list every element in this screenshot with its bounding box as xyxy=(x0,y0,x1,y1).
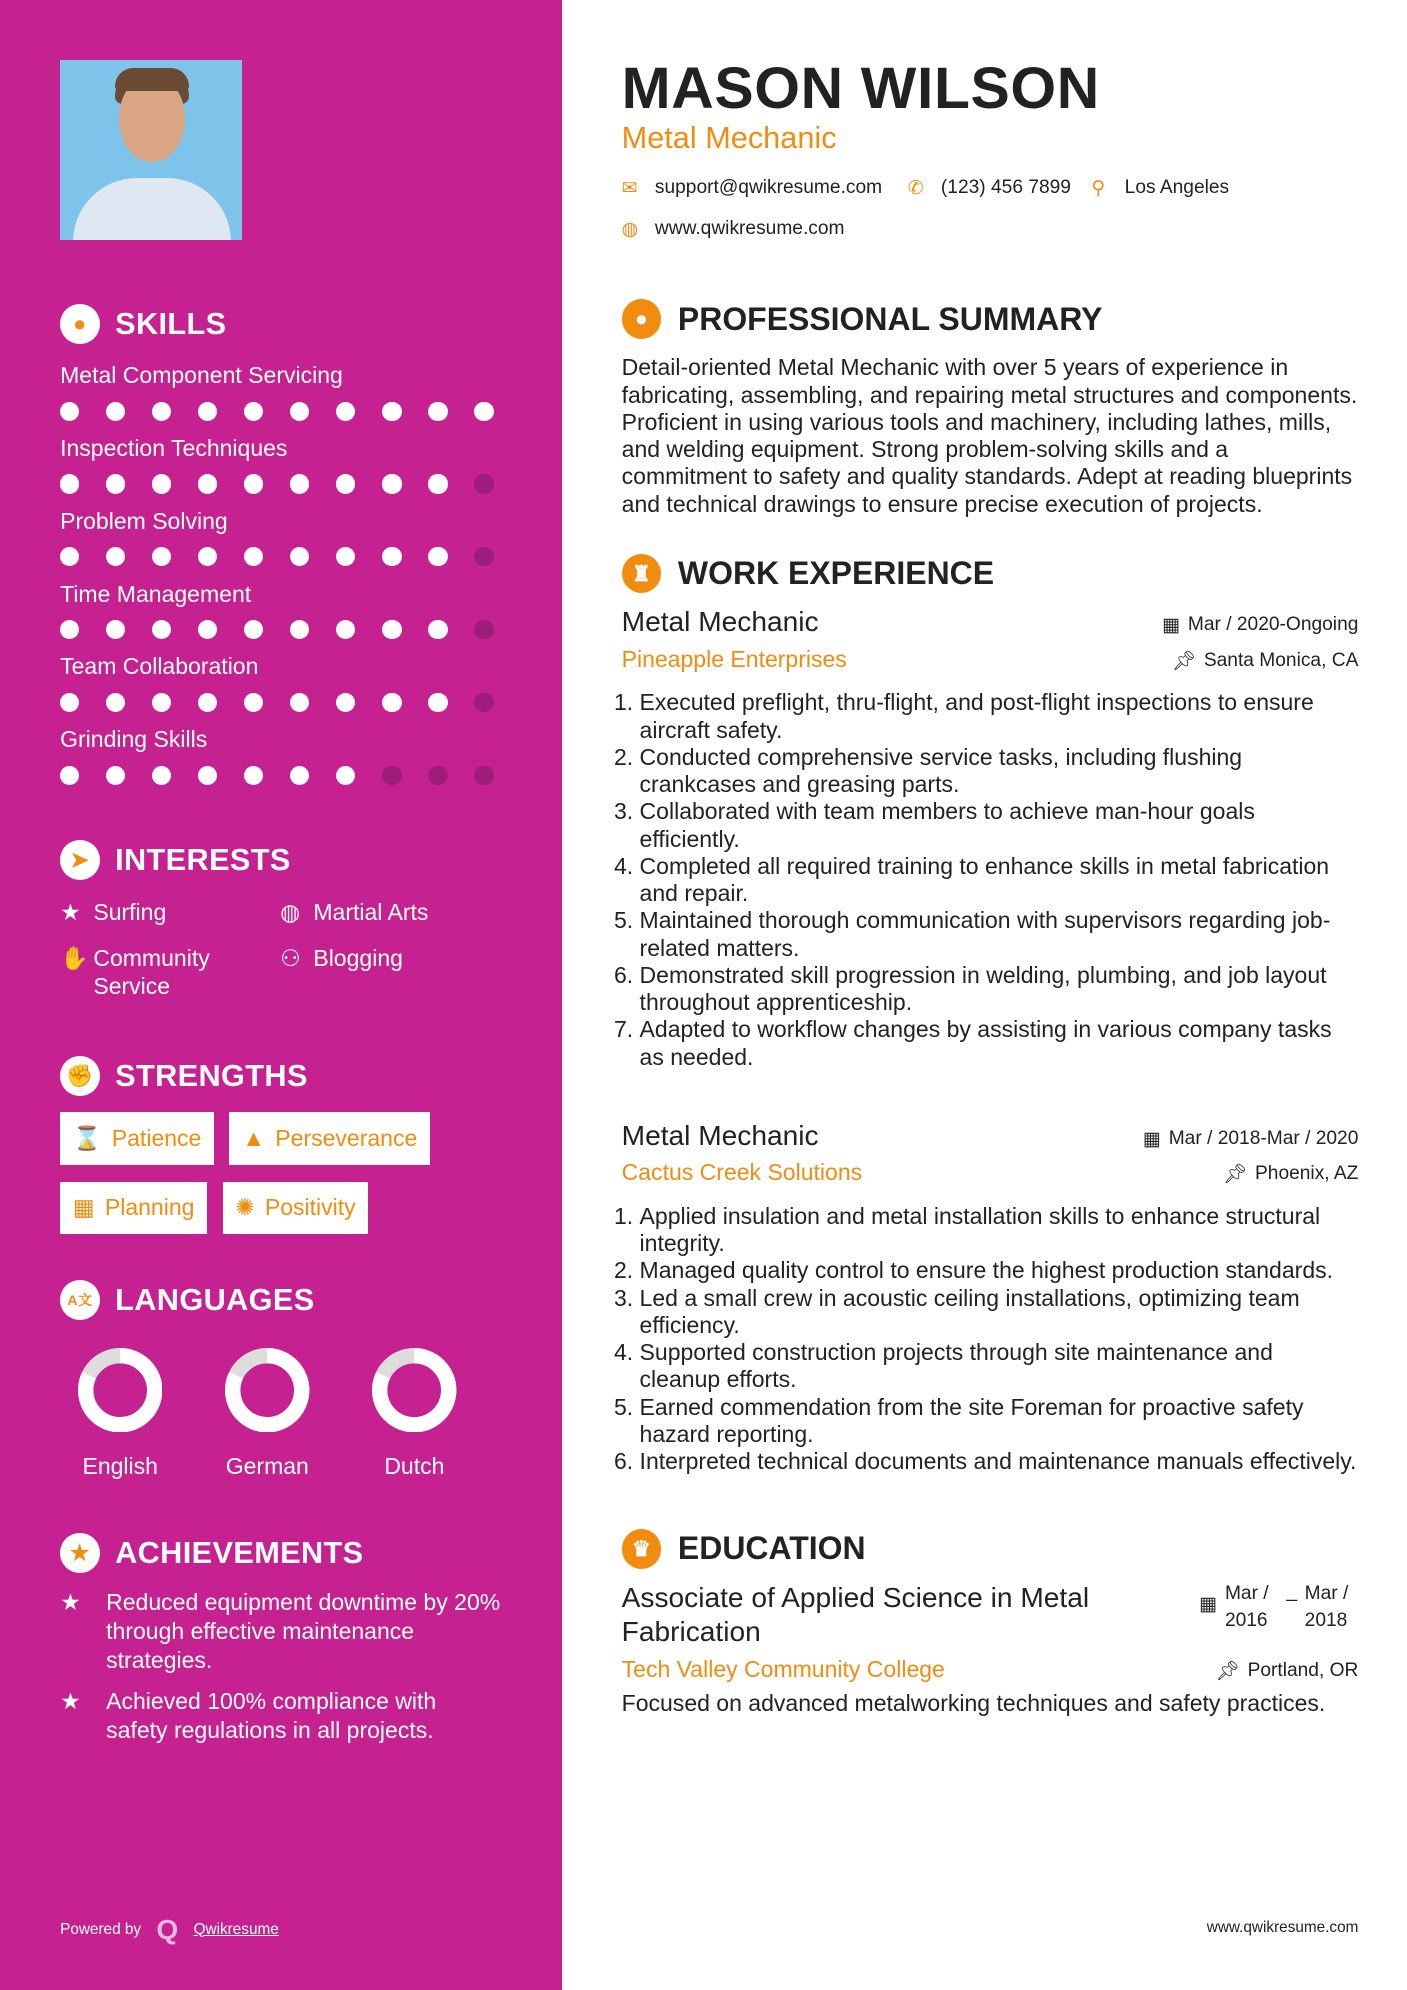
heading-text: ACHIEVEMENTS xyxy=(115,1535,364,1571)
heading-text: LANGUAGES xyxy=(115,1281,315,1317)
language-item xyxy=(372,1348,456,1480)
rating-dot xyxy=(152,402,171,421)
heading-text: INTERESTS xyxy=(115,841,291,877)
jobs-list xyxy=(622,606,1359,1475)
skill-rating xyxy=(60,474,561,494)
contact-row xyxy=(622,215,1359,243)
education-meta xyxy=(622,1656,1359,1683)
rating-dot xyxy=(60,766,79,785)
rating-dot xyxy=(198,547,217,566)
strength-label: Planning xyxy=(104,1194,195,1221)
rating-dot xyxy=(474,693,493,712)
language-item xyxy=(225,1348,309,1480)
education-location xyxy=(1216,1659,1359,1683)
location-text: Portland, OR xyxy=(1247,1659,1359,1681)
rating-dot xyxy=(106,474,125,493)
job-bullet: 1. Executed preflight, thru-flight, and post-flight inspections to ensure aircraft safety. xyxy=(640,689,1359,744)
heading-text: STRENGTHS xyxy=(115,1058,308,1093)
interest-label: Martial Arts xyxy=(313,898,429,925)
user-icon: ● xyxy=(622,299,662,339)
strengths-row xyxy=(60,1182,561,1234)
achievement-text: Achieved 100% compliance with safety regulations in all projects. xyxy=(106,1688,437,1744)
strength-chip xyxy=(223,1182,369,1234)
main-content xyxy=(622,51,1359,1717)
job-title: Metal Mechanic xyxy=(621,606,819,638)
pin-icon: 📌︎ xyxy=(1171,650,1197,672)
rating-dot xyxy=(290,547,309,566)
interest-item xyxy=(280,944,510,1000)
rating-dot xyxy=(336,693,355,712)
strength-chip xyxy=(60,1182,207,1234)
rating-dot xyxy=(244,402,263,421)
translate-icon: A文 xyxy=(60,1280,100,1320)
achievement-item xyxy=(60,1687,501,1745)
qwikresume-logo-icon: Q xyxy=(156,1913,179,1945)
rating-dot xyxy=(336,766,355,785)
rating-dot xyxy=(244,474,263,493)
job-title: Metal Mechanic xyxy=(621,1119,819,1151)
interests-list xyxy=(60,898,561,1000)
footer-website[interactable]: www.qwikresume.com xyxy=(1206,1918,1359,1936)
rating-dot xyxy=(106,693,125,712)
rating-dot xyxy=(336,620,355,639)
sun-icon: ✺ xyxy=(235,1194,255,1221)
interest-item xyxy=(280,898,510,926)
skill-label: Inspection Techniques xyxy=(60,434,288,461)
shooting-star-icon: ★ xyxy=(60,1688,81,1715)
shooting-star-icon: ★ xyxy=(60,1589,81,1616)
strength-label: Patience xyxy=(111,1125,202,1152)
users-icon: ⚇ xyxy=(280,944,301,971)
job-title: Metal Mechanic xyxy=(621,120,837,156)
strength-label: Positivity xyxy=(264,1194,356,1221)
rating-dot xyxy=(198,693,217,712)
strength-chip xyxy=(60,1112,214,1164)
interest-label: Community Service xyxy=(93,944,210,999)
job-location: Santa Monica, CA xyxy=(1203,649,1359,671)
job-entry xyxy=(622,1120,1359,1476)
job-bullet: 3. Collaborated with team members to achieve man-hour goals efficiently. xyxy=(640,798,1359,853)
education-entry xyxy=(622,1581,1359,1648)
company: Cactus Creek Solutions xyxy=(621,1159,863,1186)
strength-label: Perseverance xyxy=(275,1125,418,1152)
lightbulb-icon: ● xyxy=(60,304,100,344)
rating-dot xyxy=(428,547,447,566)
achievement-text: Reduced equipment downtime by 20% through effective maintenance strategies. xyxy=(106,1589,501,1673)
rating-dot xyxy=(474,547,493,566)
calendar-icon: ▦ xyxy=(1142,1128,1162,1150)
job-dates: Mar / 2018-Mar / 2020 xyxy=(1168,1127,1359,1149)
company: Pineapple Enterprises xyxy=(621,645,847,672)
heading-text: PROFESSIONAL SUMMARY xyxy=(677,300,1103,337)
rating-dot xyxy=(336,402,355,421)
powered-by xyxy=(60,1914,279,1946)
interest-item xyxy=(60,944,280,1000)
paper-plane-icon: ➤ xyxy=(60,840,100,880)
job-bullet: 4. Supported construction projects through site maintenance and cleanup efforts. xyxy=(640,1339,1359,1394)
degree: Associate of Applied Science in Metal Fabrication xyxy=(621,1582,1090,1647)
skill-rating xyxy=(60,766,561,786)
job-bullet: 5. Earned commendation from the site Foreman for proactive safety hazard reporting. xyxy=(640,1394,1359,1449)
email-icon: ✉ xyxy=(621,178,638,200)
fist-icon: ✊ xyxy=(60,1056,100,1096)
skills-heading xyxy=(60,304,561,344)
strengths-heading xyxy=(60,1056,561,1096)
rating-dot xyxy=(60,547,79,566)
rating-dot xyxy=(106,547,125,566)
star-icon: ★ xyxy=(60,898,81,925)
rating-dot xyxy=(60,620,79,639)
rating-dot xyxy=(474,474,493,493)
skill-rating xyxy=(60,693,561,713)
rating-dot xyxy=(336,547,355,566)
rating-dot xyxy=(244,547,263,566)
interests-heading xyxy=(60,840,561,880)
powered-label: Powered by xyxy=(60,1920,142,1938)
strengths-row xyxy=(60,1112,561,1164)
email[interactable]: support@qwikresume.com xyxy=(654,177,883,199)
globe-icon: ◍ xyxy=(621,219,639,241)
rating-dot xyxy=(152,547,171,566)
languages-heading xyxy=(60,1280,561,1320)
language-label: German xyxy=(225,1452,309,1479)
skills-list xyxy=(60,362,561,786)
interest-label: Surfing xyxy=(93,898,167,925)
sidebar xyxy=(0,0,562,1990)
achievements-heading xyxy=(60,1533,561,1573)
skill-label: Time Management xyxy=(60,580,252,607)
hourglass-icon: ⌛ xyxy=(72,1125,102,1152)
start-date: Mar / 2016 xyxy=(1224,1583,1269,1632)
education-dates xyxy=(1199,1581,1358,1635)
rating-dot xyxy=(244,620,263,639)
end-date: Mar / 2018 xyxy=(1304,1583,1349,1632)
job-dates: Mar / 2020-Ongoing xyxy=(1187,614,1359,636)
rating-dot xyxy=(382,402,401,421)
rating-dot xyxy=(428,474,447,493)
rating-dot xyxy=(474,402,493,421)
skill-rating xyxy=(60,402,561,422)
heading-text: WORK EXPERIENCE xyxy=(677,555,995,592)
date-separator: _ xyxy=(1286,1581,1297,1603)
rating-dot xyxy=(336,474,355,493)
language-donut xyxy=(78,1348,162,1432)
rating-dot xyxy=(106,620,125,639)
rating-dot xyxy=(60,693,79,712)
rating-dot xyxy=(198,766,217,785)
hand-icon: ✋ xyxy=(60,944,89,971)
rating-dot xyxy=(474,620,493,639)
rating-dot xyxy=(244,766,263,785)
language-label: Dutch xyxy=(384,1452,445,1479)
rating-dot xyxy=(152,620,171,639)
job-bullet: 3. Led a small crew in acoustic ceiling installations, optimizing team efficiency. xyxy=(640,1285,1359,1340)
school: Tech Valley Community College xyxy=(621,1655,945,1682)
language-label: English xyxy=(82,1452,158,1479)
phone-icon: ✆ xyxy=(907,178,924,200)
rating-dot xyxy=(290,693,309,712)
job-bullet: 5. Maintained thorough communication with supervisors regarding job-related matters. xyxy=(640,907,1359,962)
office-chair-icon: ♜ xyxy=(622,554,662,594)
calendar-icon: ▦ xyxy=(1199,1593,1218,1615)
skill-label: Grinding Skills xyxy=(60,726,208,753)
summary-heading xyxy=(622,299,1359,339)
education-text: Focused on advanced metalworking techniques and safety practices. xyxy=(621,1690,1326,1717)
experience-heading xyxy=(622,554,1359,594)
graduate-icon: ♛ xyxy=(622,1529,662,1569)
job-bullet: 2. Managed quality control to ensure the highest production standards. xyxy=(640,1257,1359,1284)
language-donut xyxy=(372,1348,456,1432)
languages-list xyxy=(60,1348,561,1480)
rating-dot xyxy=(198,402,217,421)
job-location: Phoenix, AZ xyxy=(1255,1163,1359,1185)
location: Los Angeles xyxy=(1124,177,1230,199)
rating-dot xyxy=(428,620,447,639)
language-item xyxy=(78,1348,162,1480)
location-icon: ⚲ xyxy=(1091,178,1106,200)
skill-label: Problem Solving xyxy=(60,507,228,534)
website[interactable]: www.qwikresume.com xyxy=(654,218,845,240)
rating-dot xyxy=(198,620,217,639)
rating-dot xyxy=(428,766,447,785)
job-bullets xyxy=(622,1203,1359,1476)
rating-dot xyxy=(290,766,309,785)
rating-dot xyxy=(106,766,125,785)
rating-dot xyxy=(382,693,401,712)
profile-photo xyxy=(60,60,242,240)
rating-dot xyxy=(290,402,309,421)
job-bullet: 7. Adapted to workflow changes by assisting in various company tasks as needed. xyxy=(640,1016,1359,1071)
brand-link[interactable]: Qwikresume xyxy=(193,1920,279,1938)
rating-dot xyxy=(290,620,309,639)
heading-text: SKILLS xyxy=(115,306,227,342)
interest-label: Blogging xyxy=(313,944,403,971)
job-bullets xyxy=(622,689,1359,1071)
job-bullet: 6. Interpreted technical documents and maintenance manuals effectively. xyxy=(640,1448,1359,1475)
contact-row xyxy=(622,174,1359,202)
globe-icon: ◍ xyxy=(280,898,301,925)
pin-icon: 📌︎ xyxy=(1222,1164,1248,1186)
skill-rating xyxy=(60,547,561,567)
rating-dot xyxy=(382,474,401,493)
rating-dot xyxy=(428,693,447,712)
achievement-item xyxy=(60,1588,501,1674)
rating-dot xyxy=(198,474,217,493)
skill-label: Team Collaboration xyxy=(60,653,259,680)
heading-text: EDUCATION xyxy=(677,1530,866,1567)
language-donut xyxy=(225,1348,309,1432)
interest-item xyxy=(60,898,280,926)
calendar-icon: ▦ xyxy=(1162,615,1181,637)
job-bullet: 6. Demonstrated skill progression in welding, plumbing, and job layout throughout apprenticeship. xyxy=(640,962,1359,1017)
phone: (123) 456 7899 xyxy=(940,177,1071,199)
job-bullet: 2. Conducted comprehensive service tasks, including flushing crankcases and greasing parts. xyxy=(640,744,1359,799)
rating-dot xyxy=(244,693,263,712)
rating-dot xyxy=(474,766,493,785)
job-bullet: 4. Completed all required training to enhance skills in metal fabrication and repair. xyxy=(640,853,1359,908)
rating-dot xyxy=(428,402,447,421)
rating-dot xyxy=(382,547,401,566)
rating-dot xyxy=(106,402,125,421)
rating-dot xyxy=(60,474,79,493)
strength-chip xyxy=(229,1112,430,1164)
rating-dot xyxy=(152,766,171,785)
pin-icon: 📌︎ xyxy=(1215,1660,1240,1682)
job-bullet: 1. Applied insulation and metal installation skills to enhance structural integrity. xyxy=(640,1203,1359,1258)
rating-dot xyxy=(382,766,401,785)
rating-dot xyxy=(152,474,171,493)
skill-rating xyxy=(60,620,561,640)
job-entry xyxy=(622,606,1359,1071)
summary-text: Detail-oriented Metal Mechanic with over 5 years of experience in fabricating, assembling, and repairing metal structures and components. Proficient in using various tools and machinery, including lathes, mills, and welding equipment. Strong problem-solving skills and a commitment to safety and quality standards. Adept at reading blueprints and technical drawings to ensure precise execution of projects. xyxy=(621,354,1358,517)
education-heading xyxy=(622,1529,1359,1569)
star-badge-icon: ★ xyxy=(60,1533,100,1573)
rating-dot xyxy=(382,620,401,639)
rating-dot xyxy=(152,693,171,712)
rating-dot xyxy=(60,402,79,421)
candidate-name: MASON WILSON xyxy=(621,56,1100,122)
rating-dot xyxy=(290,474,309,493)
calendar-icon: ▦ xyxy=(72,1194,95,1221)
road-icon: ▲ xyxy=(242,1125,266,1152)
skill-label: Metal Component Servicing xyxy=(60,361,343,388)
